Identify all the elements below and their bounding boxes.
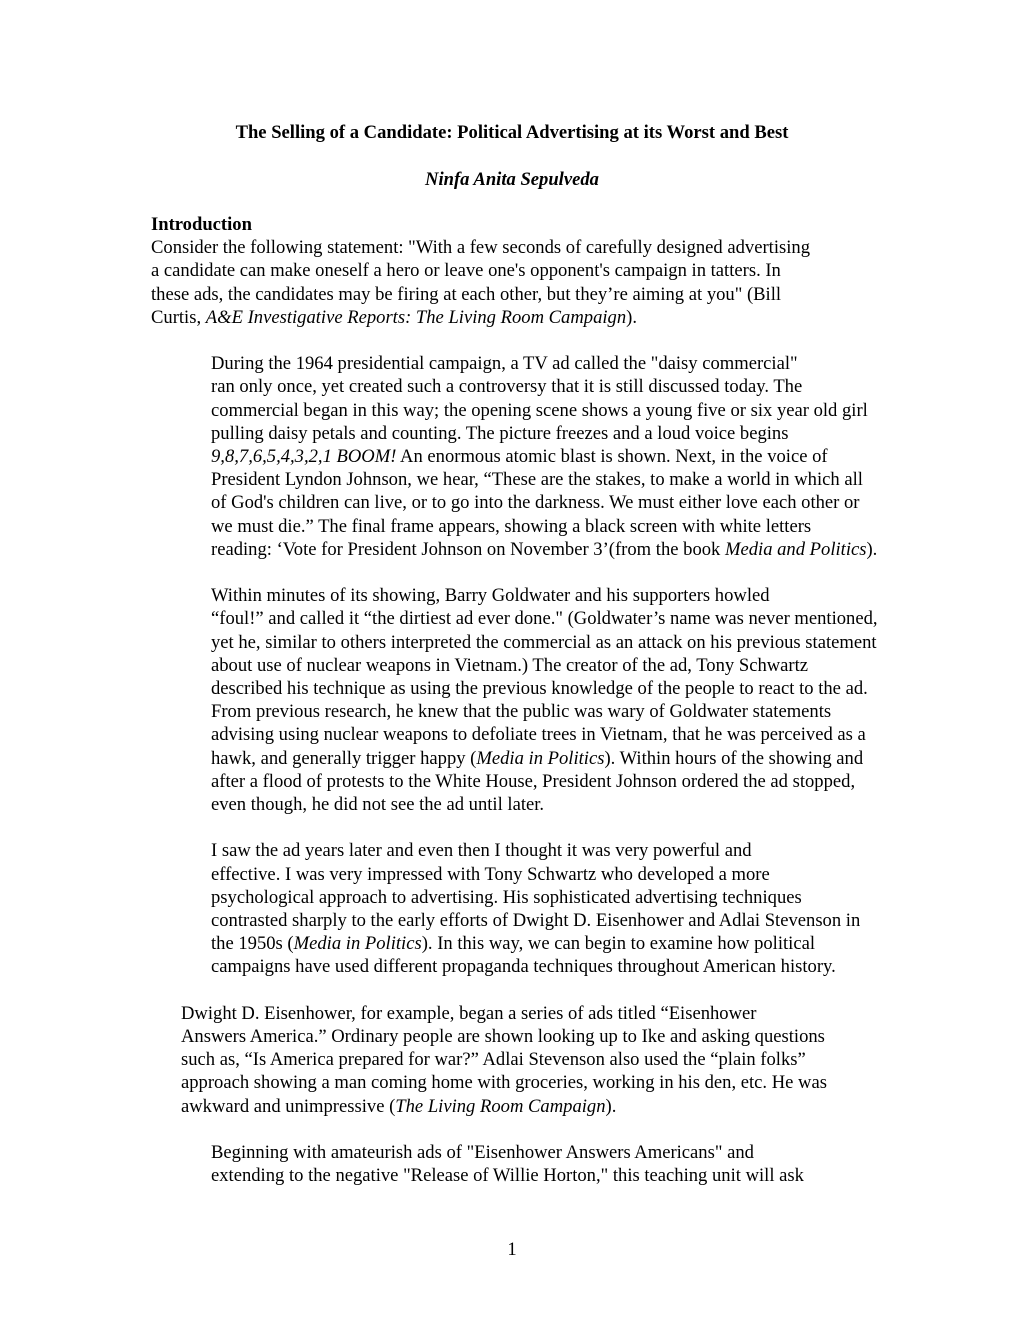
text-line: extending to the negative "Release of Willie Horton," this teaching unit will ask bbox=[211, 1165, 804, 1187]
text-line: ran only once, yet created such a controversy that it is still discussed today. The bbox=[211, 376, 803, 398]
text-line: even though, he did not see the ad until later. bbox=[211, 794, 545, 816]
citation-title: A&E Investigative Reports: The Living Room Campaign bbox=[205, 306, 627, 328]
text-line: a candidate can make oneself a hero or leave one's opponent's campaign in tatters. In bbox=[151, 260, 781, 282]
paragraph-eisenhower-ads bbox=[151, 1002, 873, 1118]
paragraph-daisy-commercial bbox=[151, 352, 878, 561]
text-segment: awkward and unimpressive ( bbox=[181, 1095, 396, 1117]
text-line: described his technique as using the previous knowledge of the people to react to the ad. bbox=[211, 678, 868, 700]
text-line: Within minutes of its showing, Barry Goldwater and his supporters howled bbox=[211, 585, 770, 607]
citation-title: Media in Politics bbox=[293, 933, 422, 955]
paragraph-teaching-unit bbox=[151, 1141, 873, 1187]
text-line: approach showing a man coming home with groceries, working in his den, etc. He was bbox=[181, 1072, 827, 1094]
text-segment: ). bbox=[866, 538, 878, 560]
text-line: I saw the ad years later and even then I thought it was very powerful and bbox=[211, 840, 752, 862]
text-line: about use of nuclear weapons in Vietnam.) The creator of the ad, Tony Schwartz bbox=[211, 654, 809, 676]
text-segment: reading: ‘Vote for President Johnson on November 3’(from the book bbox=[211, 538, 725, 560]
text-line bbox=[151, 445, 873, 468]
citation-title: Media in Politics bbox=[476, 747, 605, 769]
text-line: From previous research, he knew that the public was wary of Goldwater statements bbox=[211, 701, 832, 723]
text-line: of God's children can live, or to go into the darkness. We must either love each other or bbox=[211, 492, 860, 514]
document-page bbox=[151, 0, 878, 1320]
text-line: Consider the following statement: "With a few seconds of carefully designed advertising bbox=[151, 237, 810, 259]
section-heading: Introduction bbox=[151, 214, 252, 235]
text-segment: An enormous atomic blast is shown. Next, in the voice of bbox=[396, 446, 828, 468]
text-line: yet he, similar to others interpreted the commercial as an attack on his previous statement bbox=[211, 631, 877, 653]
text-segment: ). In this way, we can begin to examine how political bbox=[421, 933, 816, 955]
text-line: Dwight D. Eisenhower, for example, began a series of ads titled “Eisenhower bbox=[181, 1002, 757, 1024]
text-segment: hawk, and generally trigger happy ( bbox=[211, 747, 477, 769]
text-line: such as, “Is America prepared for war?” Adlai Stevenson also used the “plain folks” bbox=[181, 1049, 806, 1071]
document-title: The Selling of a Candidate: Political Advertising at its Worst and Best bbox=[235, 122, 789, 143]
text-line: these ads, the candidates may be firing at each other, but they’re aiming at you" (Bill bbox=[151, 283, 782, 305]
text-segment: ). Within hours of the showing and bbox=[604, 747, 864, 769]
text-segment: ). bbox=[626, 306, 637, 328]
text-line: psychological approach to advertising. His sophisticated advertising techniques bbox=[211, 886, 802, 908]
text-line bbox=[151, 538, 878, 561]
countdown-text: 9,8,7,6,5,4,3,2,1 BOOM! bbox=[211, 446, 397, 468]
text-line bbox=[151, 1095, 873, 1118]
document-body bbox=[151, 213, 878, 1211]
text-line: contrasted sharply to the early efforts of Dwight D. Eisenhower and Adlai Stevenson in bbox=[211, 910, 861, 932]
text-line: President Lyndon Johnson, we hear, “These are the stakes, to make a world in which all bbox=[211, 469, 863, 491]
text-line: campaigns have used different propaganda techniques throughout American history. bbox=[211, 956, 836, 978]
citation-title: The Living Room Campaign bbox=[395, 1095, 606, 1117]
text-line: During the 1964 presidential campaign, a TV ad called the "daisy commercial" bbox=[211, 353, 798, 375]
paragraph-intro-quote bbox=[151, 236, 873, 329]
text-line: effective. I was very impressed with Tony Schwartz who developed a more bbox=[211, 863, 770, 885]
paragraph-goldwater-reaction bbox=[151, 584, 878, 816]
text-segment: the 1950s ( bbox=[211, 933, 294, 955]
text-line: pulling daisy petals and counting. The picture freezes and a loud voice begins bbox=[211, 422, 789, 444]
text-segment: Curtis, bbox=[151, 306, 206, 328]
page-number: 1 bbox=[507, 1239, 517, 1260]
author-name: Ninfa Anita Sepulveda bbox=[425, 169, 599, 190]
text-line bbox=[151, 306, 873, 329]
citation-title: Media and Politics bbox=[724, 538, 867, 560]
text-line: after a flood of protests to the White House, President Johnson ordered the ad stopped, bbox=[211, 770, 856, 792]
text-line: Answers America.” Ordinary people are shown looking up to Ike and asking questions bbox=[181, 1026, 825, 1048]
text-line: “foul!” and called it “the dirtiest ad ever done." (Goldwater’s name was never mentioned, bbox=[211, 608, 878, 630]
text-segment: ). bbox=[605, 1095, 617, 1117]
text-line bbox=[151, 932, 873, 955]
text-line: advising using nuclear weapons to defoliate trees in Vietnam, that he was perceived as a bbox=[211, 724, 866, 746]
text-line bbox=[151, 747, 873, 770]
text-line: Beginning with amateurish ads of "Eisenhower Answers Americans" and bbox=[211, 1142, 754, 1164]
paragraph-author-reflection bbox=[151, 839, 873, 978]
text-line: commercial began in this way; the opening scene shows a young five or six year old girl bbox=[211, 399, 868, 421]
text-line: we must die.” The final frame appears, showing a black screen with white letters bbox=[211, 515, 812, 537]
